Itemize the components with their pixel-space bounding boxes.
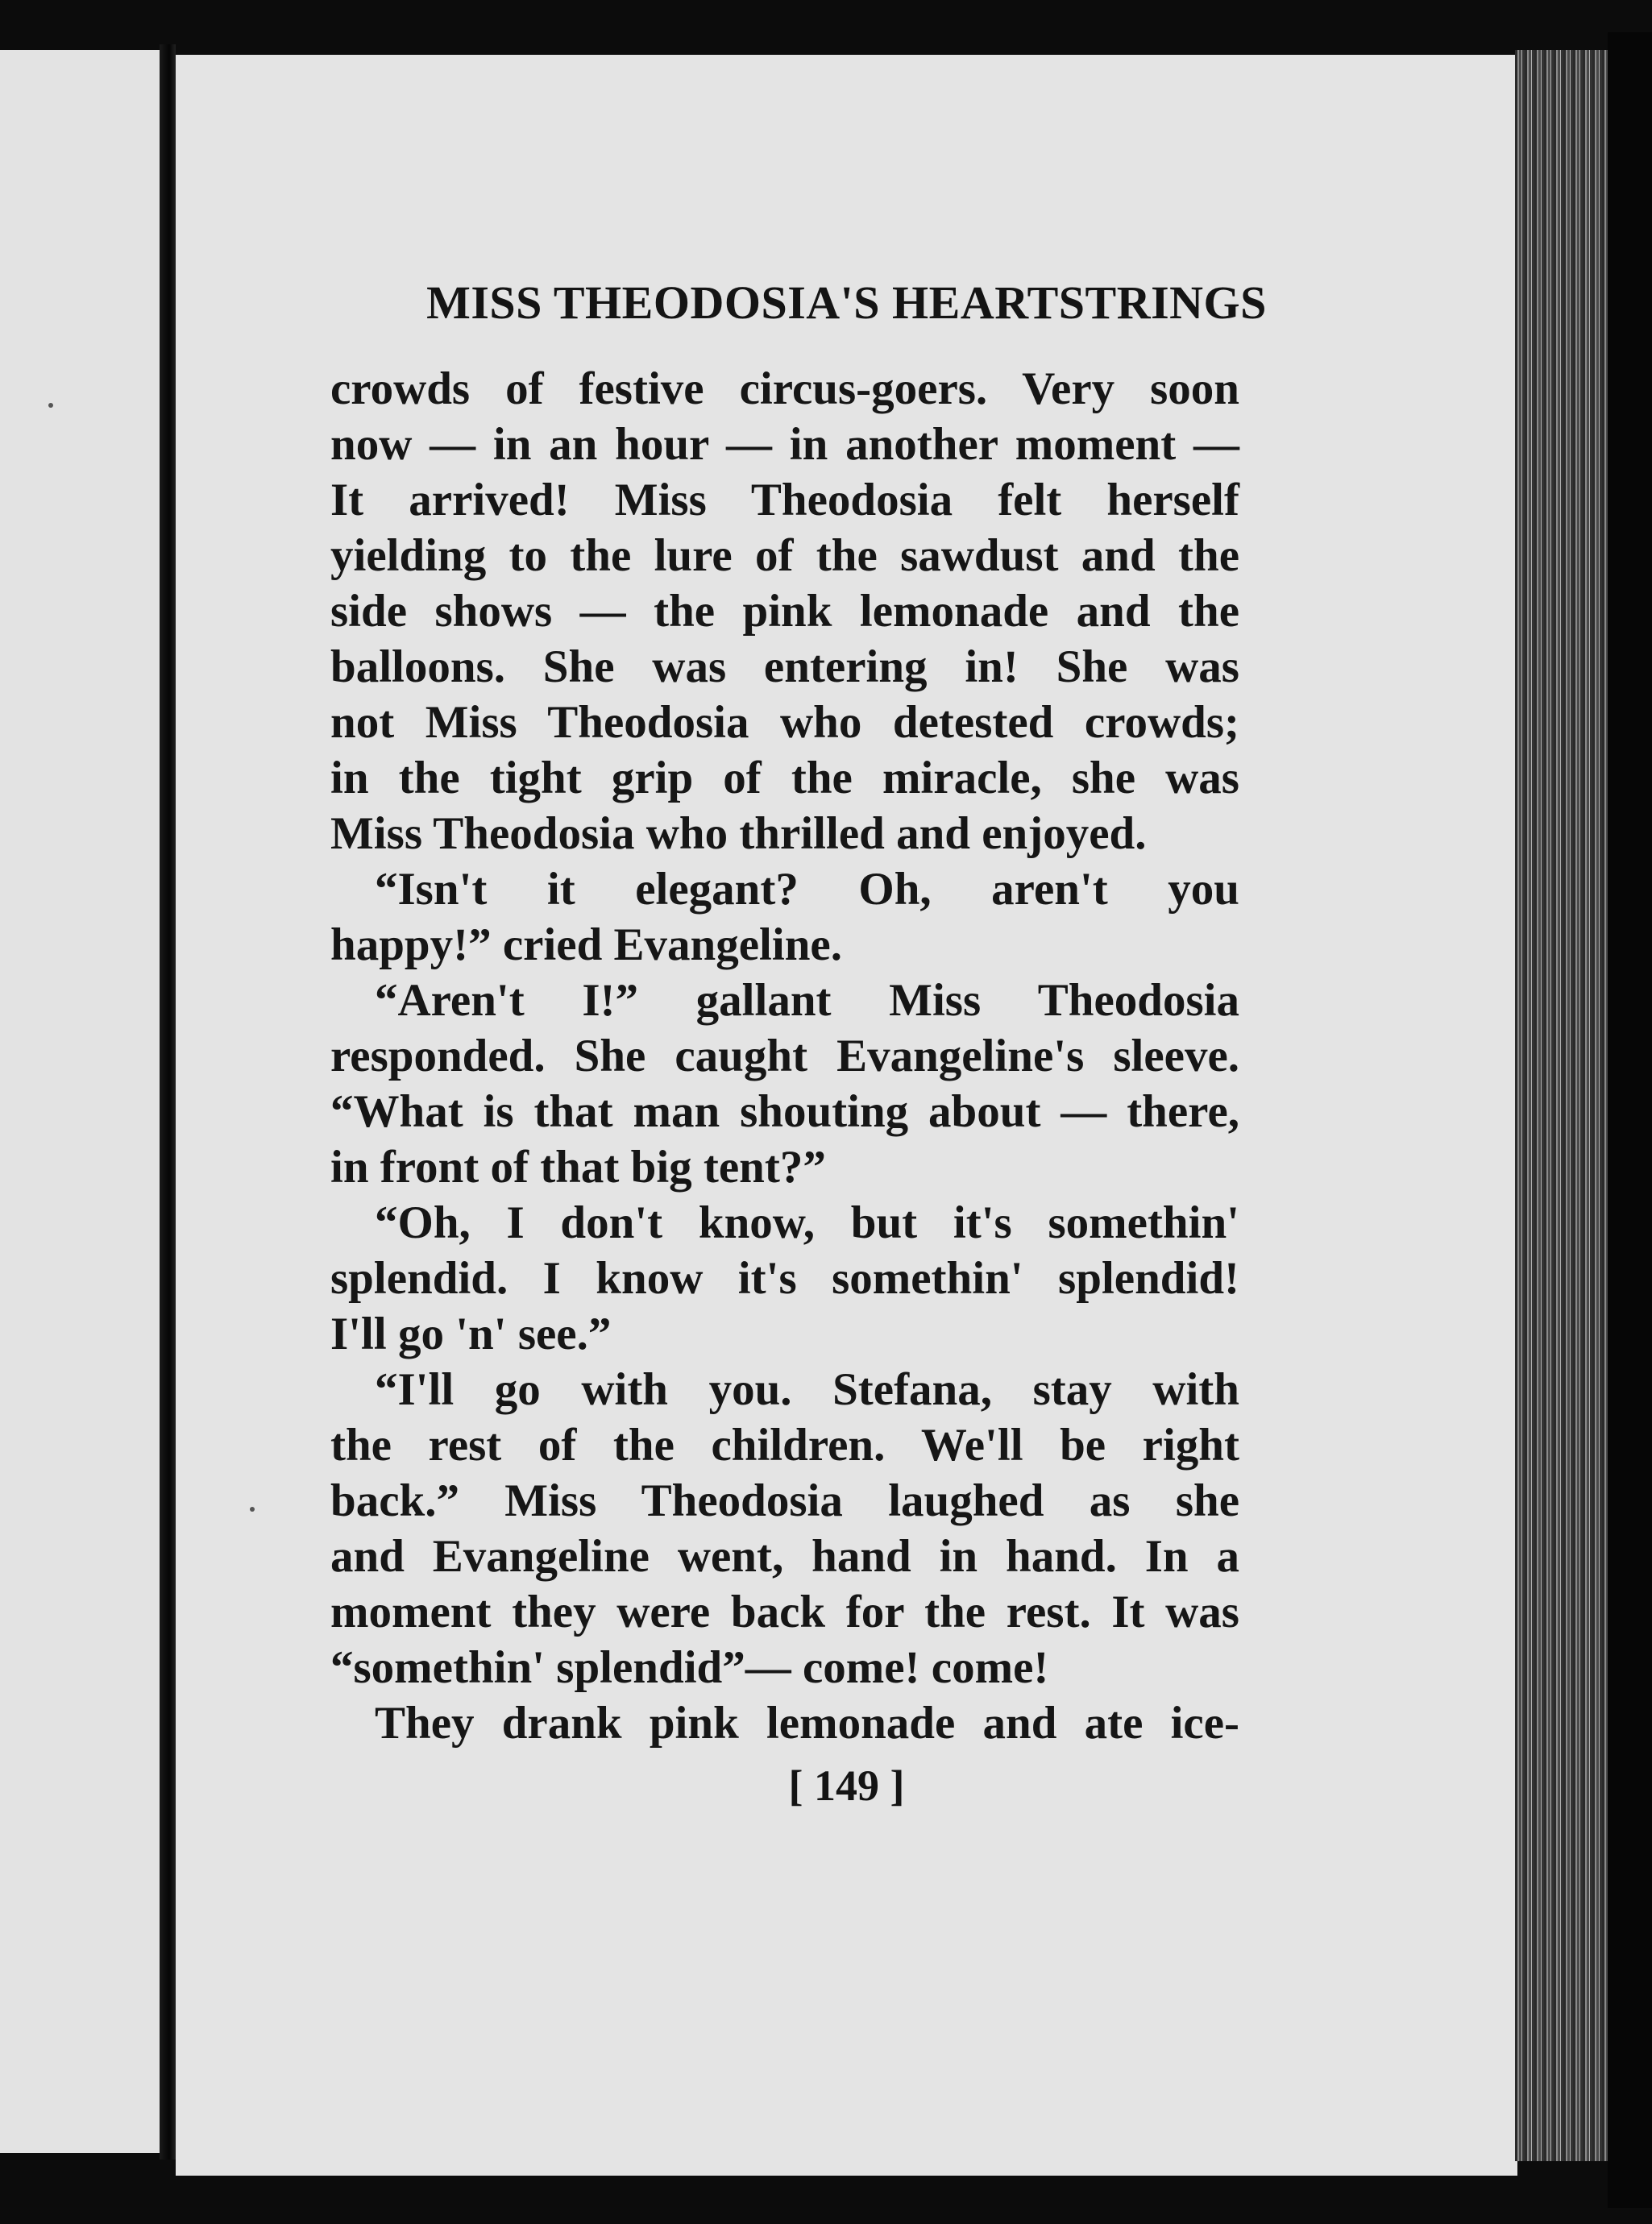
text-line: responded. She caught Evangeline's sleeve. bbox=[330, 1031, 1239, 1081]
scan-speck bbox=[250, 1507, 255, 1512]
text-line: balloons. She was entering in! She was bbox=[330, 641, 1239, 692]
text-line: yielding to the lure of the sawdust and the bbox=[330, 530, 1239, 581]
scan-speck bbox=[48, 403, 53, 408]
text-line: They drank pink lemonade and ate ice- bbox=[375, 1698, 1239, 1749]
body-text bbox=[330, 361, 1239, 1751]
scan-border bbox=[1608, 32, 1652, 2208]
facing-page-edge bbox=[0, 50, 161, 2153]
text-line: not Miss Theodosia who detested crowds; bbox=[330, 697, 1239, 748]
text-line: and Evangeline went, hand in hand. In a bbox=[330, 1531, 1239, 1582]
page-number: [ 149 ] bbox=[788, 1761, 905, 1810]
text-line: crowds of festive circus-goers. Very soon bbox=[330, 363, 1239, 414]
text-line: “Isn't it elegant? Oh, aren't you bbox=[375, 864, 1239, 915]
text-line: I'll go 'n' see.” bbox=[330, 1309, 612, 1359]
running-head: MISS THEODOSIA'S HEARTSTRINGS bbox=[426, 276, 1267, 329]
text-line: It arrived! Miss Theodosia felt herself bbox=[330, 475, 1239, 525]
text-line: now — in an hour — in another moment — bbox=[330, 419, 1239, 470]
text-line: moment they were back for the rest. It was bbox=[330, 1587, 1239, 1637]
text-line: in the tight grip of the miracle, she was bbox=[330, 753, 1239, 803]
text-line: “What is that man shouting about — there, bbox=[330, 1086, 1239, 1137]
text-line: “Oh, I don't know, but it's somethin' bbox=[375, 1197, 1239, 1248]
text-line: side shows — the pink lemonade and the bbox=[330, 586, 1239, 637]
text-line: the rest of the children. We'll be right bbox=[330, 1420, 1239, 1471]
text-line: “I'll go with you. Stefana, stay with bbox=[375, 1364, 1239, 1415]
text-line: happy!” cried Evangeline. bbox=[330, 919, 842, 970]
text-line: in front of that big tent?” bbox=[330, 1142, 826, 1193]
text-line: “somethin' splendid”— come! come! bbox=[330, 1642, 1049, 1693]
text-line: Miss Theodosia who thrilled and enjoyed. bbox=[330, 808, 1147, 859]
text-line: splendid. I know it's somethin' splendid! bbox=[330, 1253, 1239, 1304]
book-gutter bbox=[160, 44, 176, 2160]
text-line: “Aren't I!” gallant Miss Theodosia bbox=[375, 975, 1239, 1026]
page-block-edge bbox=[1515, 50, 1608, 2161]
text-line: back.” Miss Theodosia laughed as she bbox=[330, 1475, 1239, 1526]
